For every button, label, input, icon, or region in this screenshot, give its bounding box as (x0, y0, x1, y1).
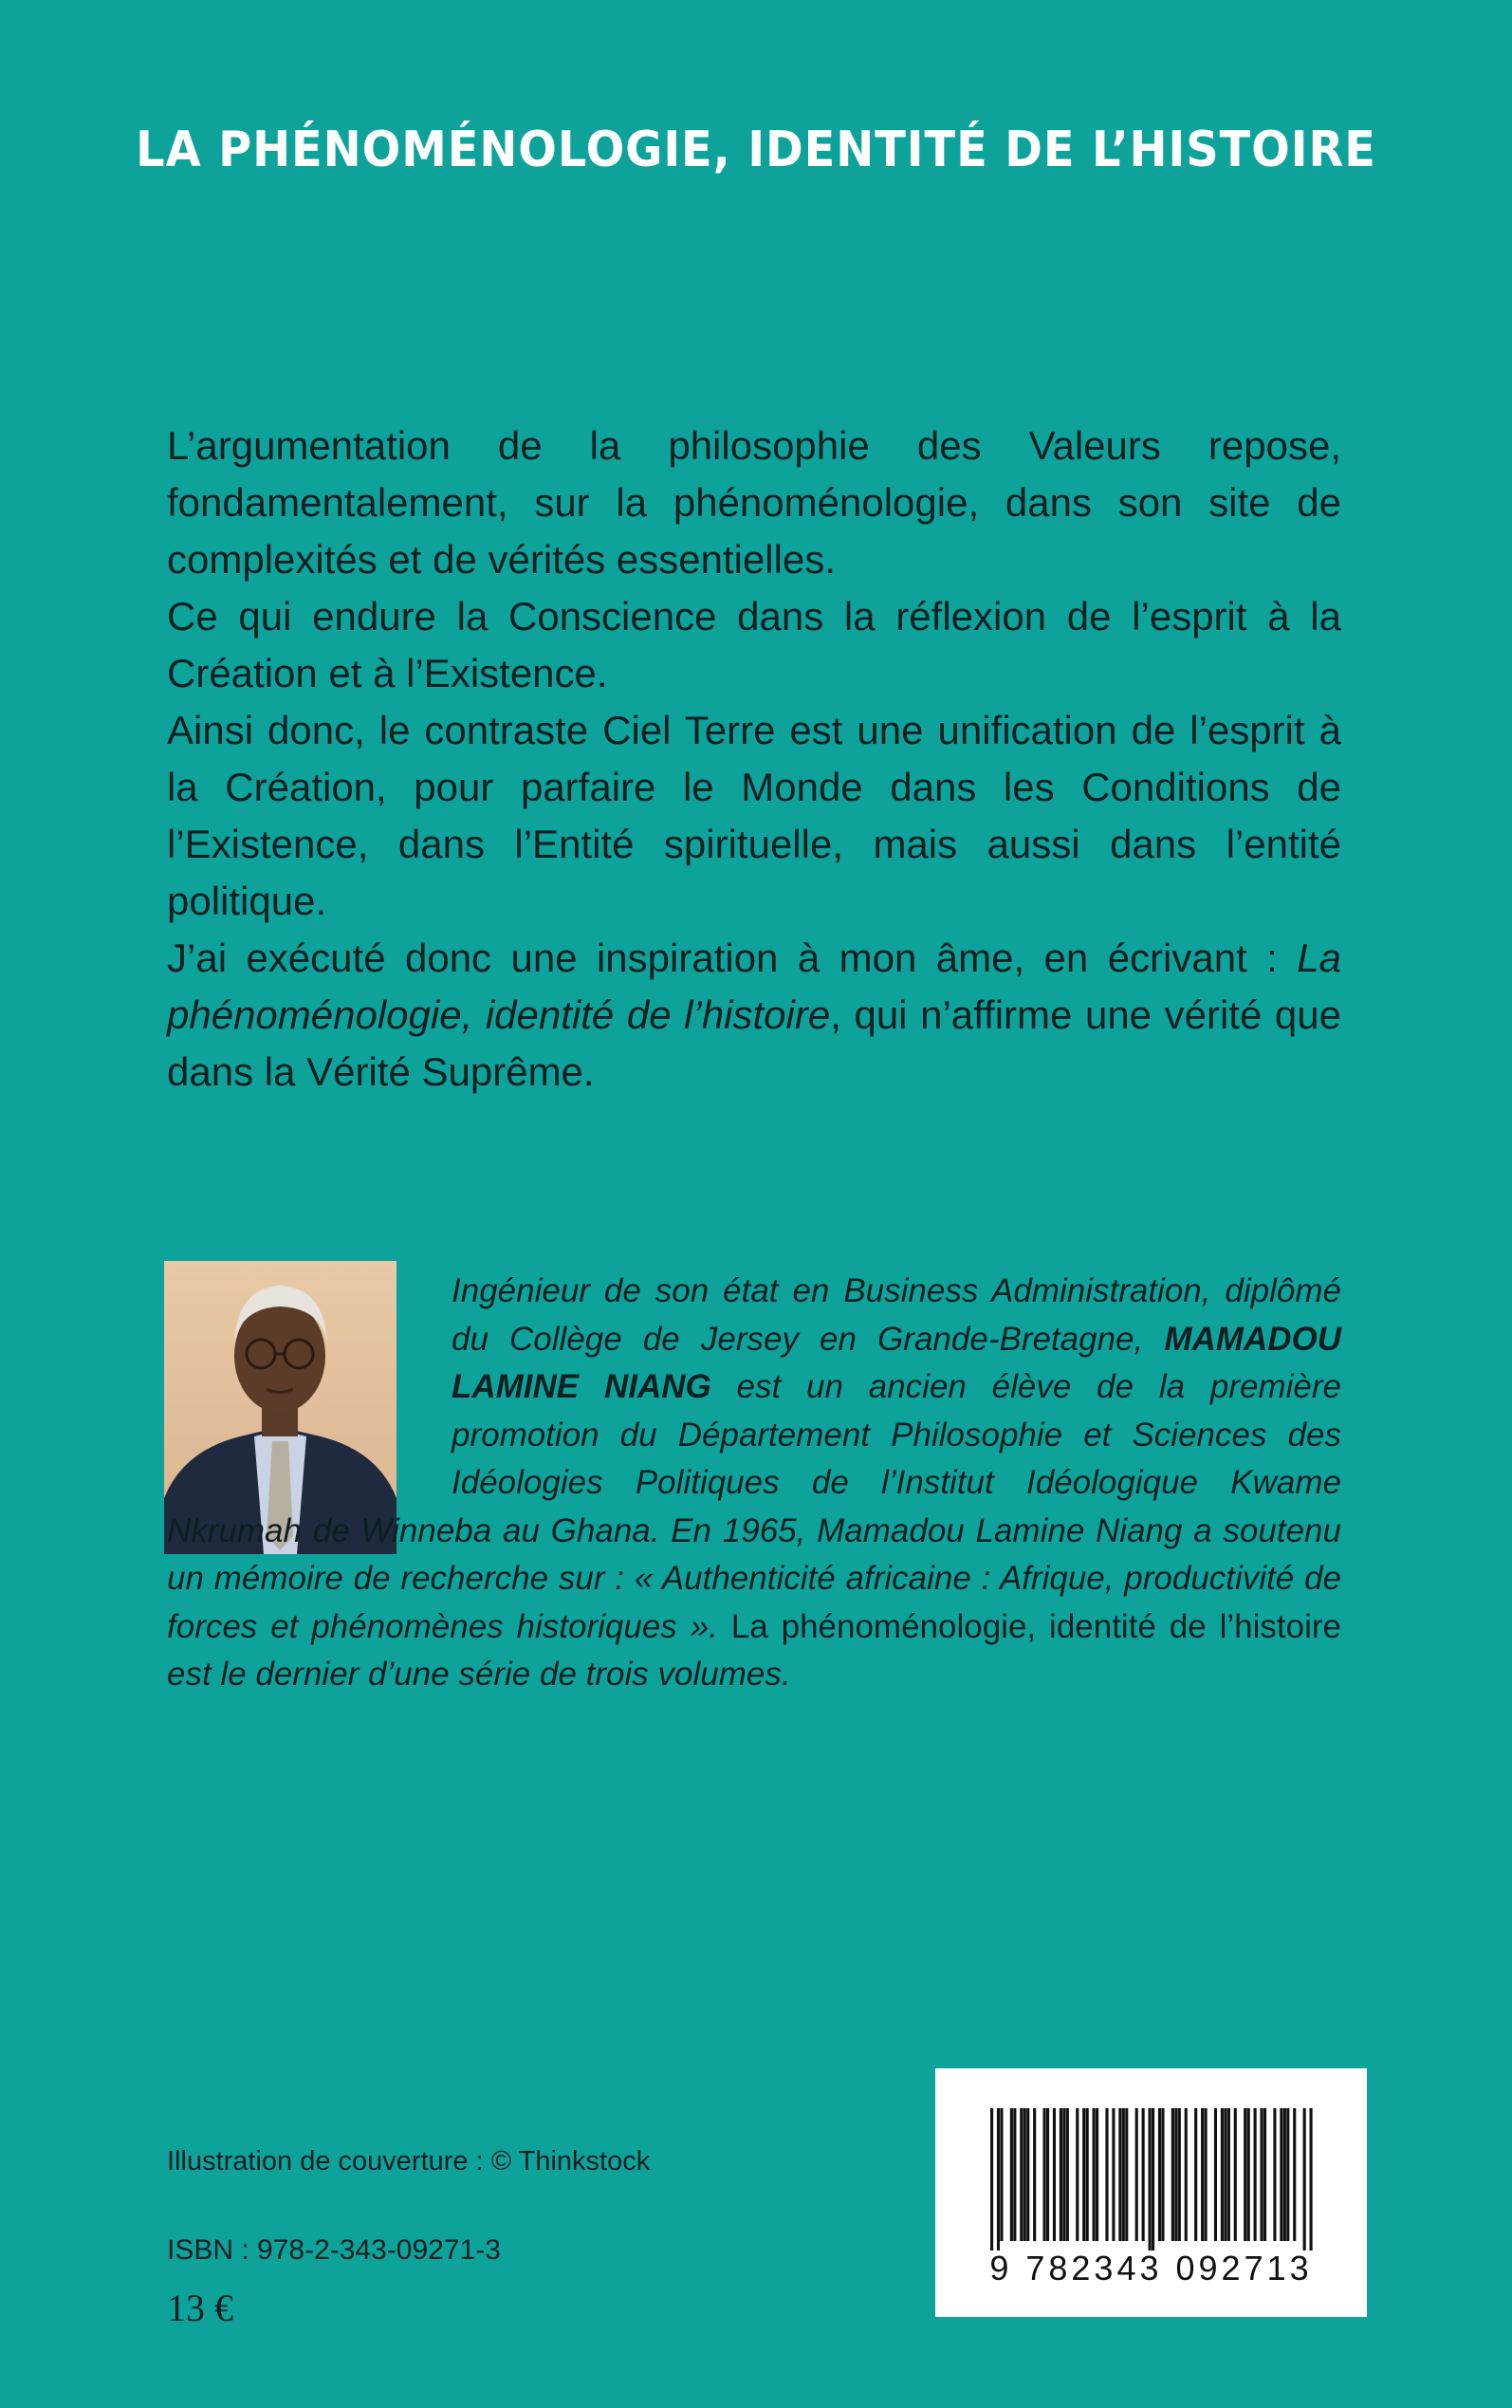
barcode-bar (1125, 2108, 1128, 2241)
barcode-bar (1174, 2108, 1177, 2241)
bio-details: est un ancien élève de la première promotion du Département Philosophie et Sciences des Idéologies Politiques de l’Institut Idéologique Kwame Nkrumah de Winneba au Ghana. En 1965, Mamadou Lamine Niang a soutenu un mémoire de recherche sur : « Authenticité africaine : Afrique, productivité de forces et phénomènes historiques ». (167, 1368, 1341, 1645)
illustration-credit: Illustration de couverture : © Thinkstock (167, 2146, 651, 2176)
barcode-bar (1149, 2108, 1152, 2251)
barcode-bar (1247, 2108, 1250, 2241)
barcode-bar (1244, 2108, 1246, 2241)
barcode-bar (1118, 2108, 1121, 2241)
barcode-bar (997, 2108, 1000, 2251)
barcode-bar (1062, 2108, 1065, 2241)
barcode-bar (1013, 2108, 1016, 2241)
photo-spacer (167, 1268, 452, 1500)
barcode-bar (1283, 2108, 1286, 2241)
barcode-bar (1023, 2108, 1026, 2241)
author-bio (167, 1268, 1341, 1699)
barcode-bar (1280, 2108, 1282, 2241)
barcode-bars (990, 2108, 1313, 2251)
blurb-paragraph-1: L’argumentation de la philosophie des Valeurs repose, fondamentalement, sur la phénoménologie, dans son site de complexités et de vérités essentielles. (167, 423, 1341, 582)
barcode-bar (1152, 2108, 1154, 2251)
blurb-p4-start: J’ai exécuté donc une inspiration à mon âme, en écrivant : (167, 935, 1298, 980)
bio-intro: Ingénieur de son état en Business Administration, diplômé du Collège de Jersey en Grande-Bretagne, (452, 1272, 1341, 1358)
barcode-bar (1171, 2108, 1174, 2241)
barcode-bar (1234, 2108, 1237, 2241)
barcode-bar (1158, 2108, 1161, 2241)
bio-series-note: est le dernier d’une série de trois volumes. (167, 1656, 791, 1693)
barcode-bar (1135, 2108, 1138, 2241)
barcode-bar (1221, 2108, 1224, 2241)
price: 13 € (167, 2287, 233, 2329)
bio-book-title: La phénoménologie, identité de l’histoire (717, 1607, 1341, 1645)
barcode-bar (1105, 2108, 1108, 2241)
barcode-bar (1096, 2108, 1098, 2241)
barcode-bar (1046, 2108, 1049, 2241)
barcode-bar (1060, 2108, 1062, 2241)
barcode-bar (1161, 2108, 1164, 2241)
barcode-bar (1020, 2108, 1023, 2241)
barcode-bar (1303, 2108, 1306, 2251)
barcode-bar (1142, 2108, 1145, 2241)
blurb-p4-book-title: La phénoménologie, identité de l’histoire (167, 935, 1341, 1037)
barcode-bar (1263, 2108, 1266, 2241)
book-title: LA PHÉNOMÉNOLOGIE, IDENTITÉ DE L’HISTOIRE (136, 121, 1376, 178)
barcode-bar (1214, 2108, 1217, 2241)
barcode-bar (1286, 2108, 1289, 2241)
barcode-bar (1122, 2108, 1125, 2241)
barcode-bar (1194, 2108, 1197, 2241)
isbn: ISBN : 978-2-343-09271-3 (167, 2234, 501, 2266)
barcode-bar (1227, 2108, 1230, 2241)
barcode-bar (1076, 2108, 1079, 2241)
barcode-bar (1082, 2108, 1085, 2241)
barcode-bar (990, 2108, 993, 2251)
barcode-bar (1000, 2108, 1003, 2241)
barcode-bar (1112, 2108, 1115, 2241)
barcode-bar (1093, 2108, 1096, 2241)
barcode-bar (1053, 2108, 1056, 2241)
author-name: MAMADOU LAMINE NIANG (452, 1320, 1341, 1405)
barcode-bar (1033, 2108, 1036, 2241)
barcode-icon (935, 2068, 1367, 2317)
barcode-bar (1254, 2108, 1257, 2241)
barcode-bar (1260, 2108, 1263, 2241)
barcode-bar (1178, 2108, 1181, 2241)
barcode-bar (1293, 2108, 1296, 2241)
barcode-bar (1010, 2108, 1013, 2241)
barcode-bar (1273, 2108, 1276, 2241)
blurb-text (167, 417, 1341, 1101)
blurb-p4-end: , qui n’affirme une vérité que dans la Vérité Suprême. (167, 992, 1341, 1094)
barcode-bar (1026, 2108, 1029, 2241)
barcode-bar (1205, 2108, 1208, 2241)
barcode-digits: 9 782343 092713 (989, 2249, 1313, 2288)
barcode-bar (1043, 2108, 1046, 2241)
blurb-paragraph-4 (167, 930, 1341, 1101)
blurb-paragraph-2: Ce qui endure la Conscience dans la réflexion de l’esprit à la Création et à l’Existence. (167, 594, 1341, 695)
barcode-bar (1224, 2108, 1226, 2241)
barcode-bar (1201, 2108, 1204, 2241)
barcode-bar (1185, 2108, 1188, 2241)
barcode-bar (1310, 2108, 1313, 2251)
barcode-bar (1066, 2108, 1069, 2241)
blurb-paragraph-3: Ainsi donc, le contraste Ciel Terre est une unification de l’esprit à la Création, pour parfaire le Monde dans les Conditions de l’Existence, dans l’Entité spirituelle, mais aussi dans l’entité politique. (167, 708, 1341, 923)
barcode-bar (1086, 2108, 1089, 2241)
